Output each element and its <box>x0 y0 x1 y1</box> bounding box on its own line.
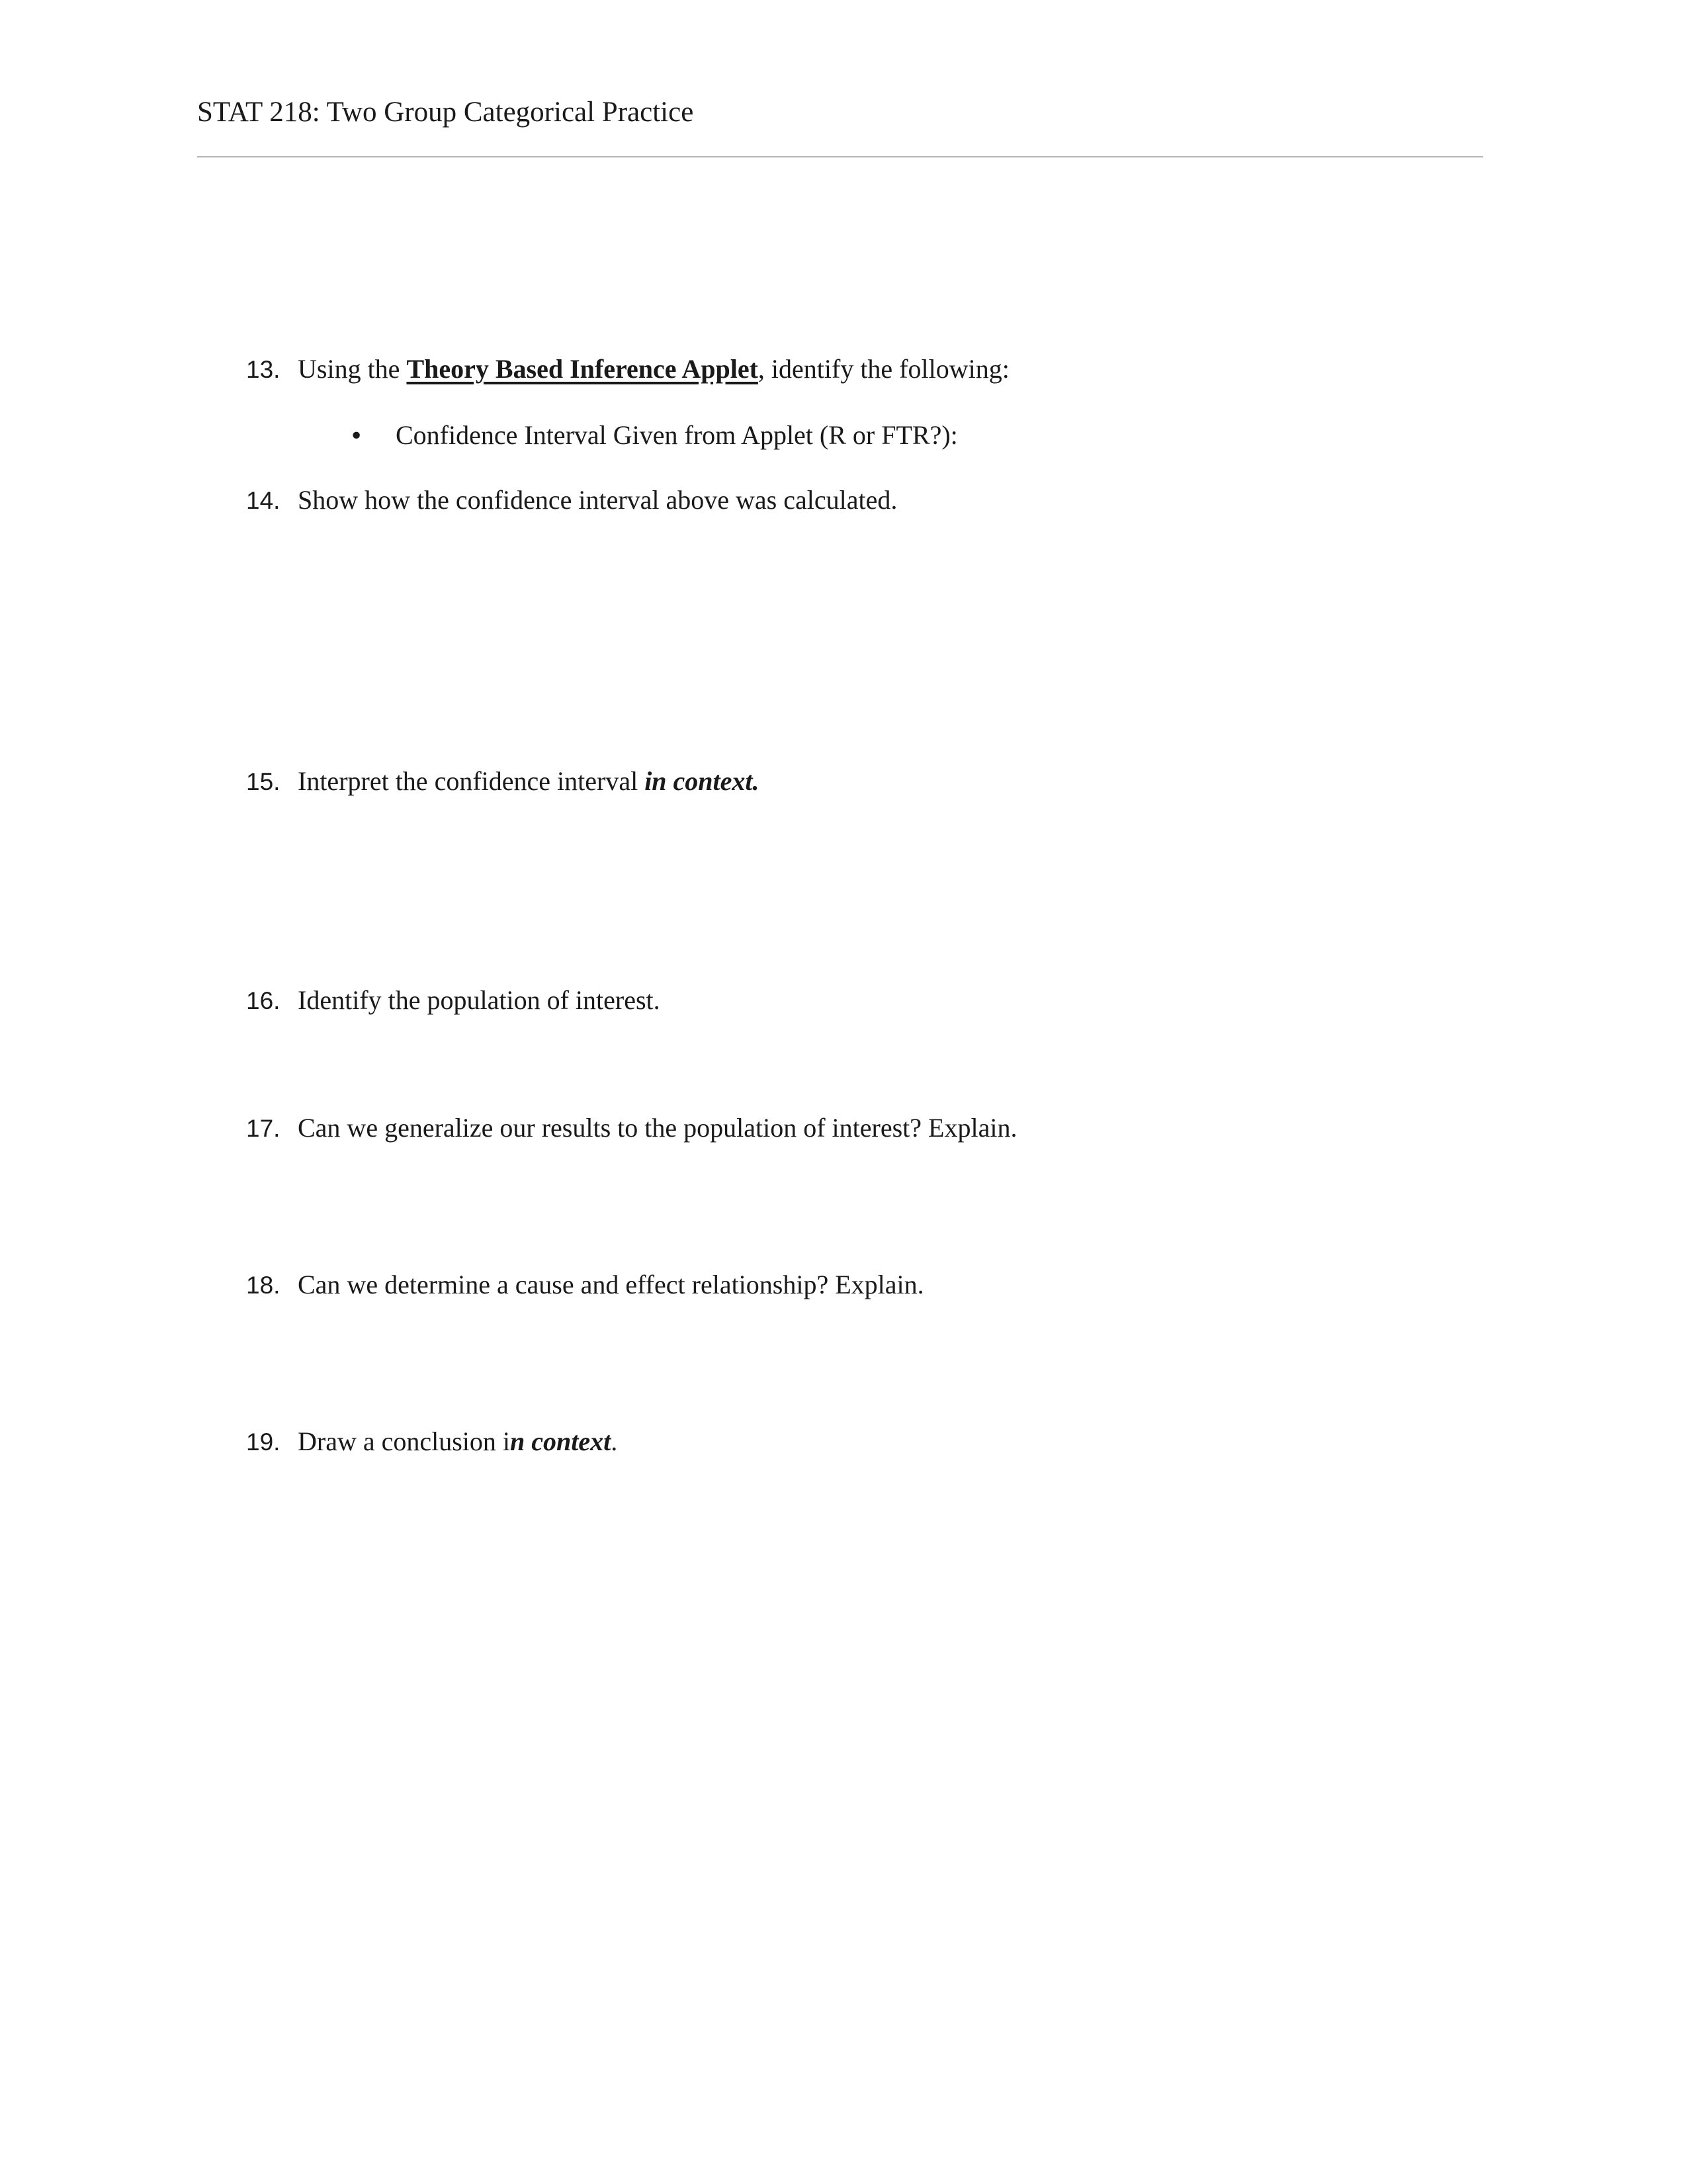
header-divider <box>197 156 1483 157</box>
question-number: 16. <box>246 987 281 1014</box>
bullet-icon: • <box>349 423 364 450</box>
question-text: Show how the confidence interval above was calculated. <box>298 485 898 515</box>
question-text: Can we determine a cause and effect relationship? Explain. <box>298 1270 924 1299</box>
question-number: 17. <box>246 1115 281 1142</box>
question-text: Using the <box>298 354 407 384</box>
applet-name: Theory Based Inference Applet <box>406 354 758 384</box>
page-header-title: STAT 218: Two Group Categorical Practice <box>197 97 694 128</box>
emphasis-in-context: in context. <box>644 766 759 796</box>
question-text: , identify the following: <box>757 354 1010 384</box>
question-16 <box>246 982 660 1020</box>
question-13 <box>246 351 1010 388</box>
question-number: 13. <box>246 356 281 383</box>
question-text: . <box>611 1426 618 1456</box>
emphasis-in-context: n context <box>510 1426 611 1456</box>
question-15 <box>246 763 759 801</box>
question-number: 15. <box>246 768 281 795</box>
bullet-text: Confidence Interval Given from Applet (R or FTR?): <box>396 420 958 450</box>
question-19 <box>246 1423 617 1461</box>
question-number: 18. <box>246 1272 281 1299</box>
question-number: 19. <box>246 1428 281 1456</box>
question-text: Interpret the confidence interval <box>298 766 645 796</box>
question-number: 14. <box>246 487 281 514</box>
question-14 <box>246 482 897 519</box>
question-text: Draw a conclusion i <box>298 1426 511 1456</box>
question-text: Identify the population of interest. <box>298 985 660 1015</box>
question-18 <box>246 1266 924 1304</box>
question-text: Can we generalize our results to the population of interest? Explain. <box>298 1113 1017 1143</box>
question-17 <box>246 1110 1017 1147</box>
bullet-item-confidence-interval <box>349 417 958 455</box>
